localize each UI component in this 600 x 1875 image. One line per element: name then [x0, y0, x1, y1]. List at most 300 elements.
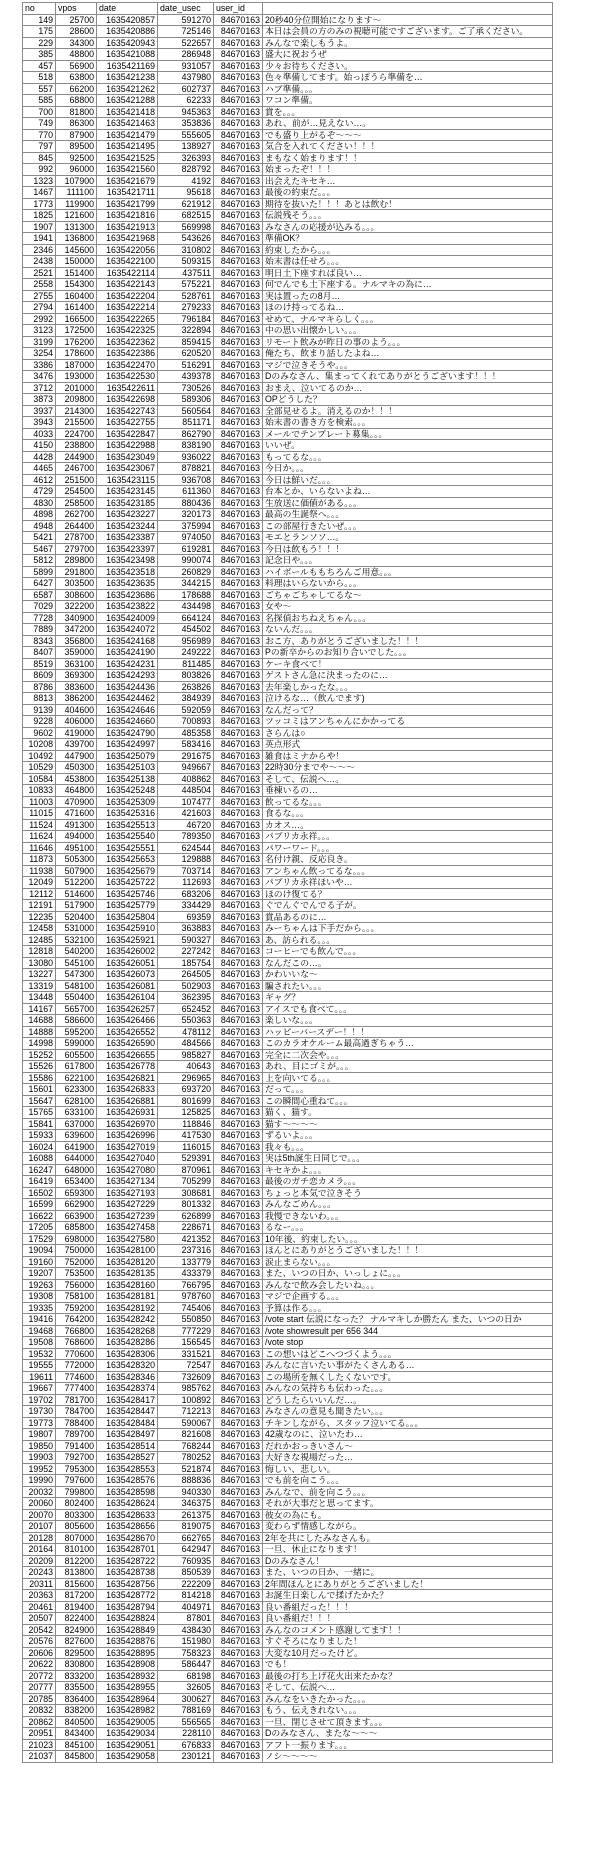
- table-row: [23, 1682, 553, 1694]
- cell-no: 14167: [23, 1003, 56, 1015]
- table-row: [23, 83, 553, 95]
- cell-vpos: 605500: [56, 1049, 97, 1061]
- table-header: [23, 3, 553, 15]
- cell-vpos: 843400: [56, 1728, 97, 1740]
- cell-date-usec: 46720: [158, 819, 214, 831]
- cell-user-id: 84670163: [214, 773, 263, 785]
- cell-vpos: 789700: [56, 1429, 97, 1441]
- table-row: [23, 831, 553, 843]
- table-row: [23, 900, 553, 912]
- cell-date: 1635422470: [97, 359, 158, 371]
- cell-comment: 最後の打ち上げ花火出来たかな？: [263, 1670, 553, 1682]
- cell-vpos: 653400: [56, 1176, 97, 1188]
- cell-vpos: 359000: [56, 647, 97, 659]
- cell-date: 1635421169: [97, 60, 158, 72]
- cell-user-id: 84670163: [214, 1739, 263, 1751]
- cell-comment: 飲ってるな。。。: [263, 796, 553, 808]
- cell-no: 16088: [23, 1153, 56, 1165]
- cell-no: 8407: [23, 647, 56, 659]
- cell-user-id: 84670163: [214, 1567, 263, 1579]
- cell-date-usec: 700893: [158, 716, 214, 728]
- cell-date: 1635424009: [97, 612, 158, 624]
- table-row: [23, 1199, 553, 1211]
- table-row: [23, 1624, 553, 1636]
- cell-no: 16419: [23, 1176, 56, 1188]
- cell-date: 1635428242: [97, 1314, 158, 1326]
- cell-no: 3943: [23, 417, 56, 429]
- table-row: [23, 1084, 553, 1096]
- cell-comment: ずるいよ。。。: [263, 1130, 553, 1142]
- cell-comment: マジで泣きそうや。。。: [263, 359, 553, 371]
- cell-user-id: 84670163: [214, 543, 263, 555]
- cell-user-id: 84670163: [214, 865, 263, 877]
- cell-date-usec: 308681: [158, 1187, 214, 1199]
- cell-vpos: 224700: [56, 428, 97, 440]
- cell-date-usec: 375994: [158, 520, 214, 532]
- cell-no: 19990: [23, 1475, 56, 1487]
- cell-date-usec: 693720: [158, 1084, 214, 1096]
- cell-date: 1635428908: [97, 1659, 158, 1671]
- cell-date-usec: 590067: [158, 1417, 214, 1429]
- cell-comment: 22時30分までや〜〜〜: [263, 762, 553, 774]
- cell-user-id: 84670163: [214, 1532, 263, 1544]
- cell-date-usec: 556565: [158, 1716, 214, 1728]
- table-row: [23, 49, 553, 61]
- cell-date-usec: 936708: [158, 474, 214, 486]
- table-row: [23, 819, 553, 831]
- cell-comment: 気合を入れてください！！！: [263, 141, 553, 153]
- cell-vpos: 833200: [56, 1670, 97, 1682]
- cell-vpos: 532100: [56, 934, 97, 946]
- cell-comment: /vote start 伝説になった？ ナルマキしか勝たん また、いつの日か: [263, 1314, 553, 1326]
- cell-date: 1635426552: [97, 1026, 158, 1038]
- cell-no: 19263: [23, 1279, 56, 1291]
- cell-vpos: 279700: [56, 543, 97, 555]
- cell-date-usec: 777229: [158, 1325, 214, 1337]
- cell-vpos: 107900: [56, 175, 97, 187]
- cell-vpos: 89500: [56, 141, 97, 153]
- cell-date: 1635422143: [97, 279, 158, 291]
- cell-comment: 料理はいらないから。。。: [263, 578, 553, 590]
- cell-vpos: 356800: [56, 635, 97, 647]
- table-row: [23, 681, 553, 693]
- cell-user-id: 84670163: [214, 1256, 263, 1268]
- cell-no: 557: [23, 83, 56, 95]
- cell-user-id: 84670163: [214, 428, 263, 440]
- cell-user-id: 84670163: [214, 1176, 263, 1188]
- cell-user-id: 84670163: [214, 1003, 263, 1015]
- cell-user-id: 84670163: [214, 60, 263, 72]
- cell-user-id: 84670163: [214, 95, 263, 107]
- table-row: [23, 1256, 553, 1268]
- cell-vpos: 768600: [56, 1337, 97, 1349]
- cell-comment: 去年楽しかったな。。。: [263, 681, 553, 693]
- cell-no: 11015: [23, 808, 56, 820]
- table-row: [23, 1463, 553, 1475]
- cell-date: 1635428346: [97, 1371, 158, 1383]
- table-row: [23, 1521, 553, 1533]
- cell-vpos: 512200: [56, 877, 97, 889]
- cell-comment: Pの新卒からのお知り合いでした。。。: [263, 647, 553, 659]
- cell-date: 1635428964: [97, 1693, 158, 1705]
- cell-comment: 10年後、約束したい。。。: [263, 1233, 553, 1245]
- cell-date: 1635428447: [97, 1406, 158, 1418]
- table-row: [23, 1279, 553, 1291]
- column-header-date-usec: date_usec: [158, 3, 214, 15]
- cell-date-usec: 745406: [158, 1302, 214, 1314]
- cell-vpos: 111100: [56, 187, 97, 199]
- cell-date: 1635423185: [97, 497, 158, 509]
- cell-user-id: 84670163: [214, 992, 263, 1004]
- cell-no: 15933: [23, 1130, 56, 1142]
- table-row: [23, 509, 553, 521]
- cell-date: 1635421418: [97, 106, 158, 118]
- cell-date-usec: 129888: [158, 854, 214, 866]
- cell-date-usec: 502903: [158, 980, 214, 992]
- table-row: [23, 1141, 553, 1153]
- cell-comment: この想いはどこへつづくよう。。。: [263, 1348, 553, 1360]
- cell-comment: モエとランソソ…。: [263, 532, 553, 544]
- cell-vpos: 663900: [56, 1210, 97, 1222]
- cell-date-usec: 850539: [158, 1567, 214, 1579]
- cell-date-usec: 768244: [158, 1440, 214, 1452]
- cell-vpos: 599000: [56, 1038, 97, 1050]
- cell-user-id: 84670163: [214, 796, 263, 808]
- cell-date: 1635424462: [97, 693, 158, 705]
- table-row: [23, 244, 553, 256]
- cell-date: 1635428286: [97, 1337, 158, 1349]
- cell-no: 12458: [23, 923, 56, 935]
- cell-user-id: 84670163: [214, 1670, 263, 1682]
- cell-vpos: 87900: [56, 129, 97, 141]
- cell-comment: 全部見せるよ。消えるのか！！！: [263, 405, 553, 417]
- cell-no: 12485: [23, 934, 56, 946]
- cell-vpos: 150000: [56, 256, 97, 268]
- cell-date-usec: 263826: [158, 681, 214, 693]
- cell-date-usec: 178688: [158, 589, 214, 601]
- cell-user-id: 84670163: [214, 417, 263, 429]
- cell-date-usec: 222209: [158, 1578, 214, 1590]
- cell-date: 1635428514: [97, 1440, 158, 1452]
- cell-date-usec: 851171: [158, 417, 214, 429]
- cell-user-id: 84670163: [214, 762, 263, 774]
- cell-no: 1941: [23, 233, 56, 245]
- cell-date: 1635426104: [97, 992, 158, 1004]
- cell-no: 19508: [23, 1337, 56, 1349]
- cell-vpos: 550400: [56, 992, 97, 1004]
- cell-user-id: 84670163: [214, 1383, 263, 1395]
- cell-no: 20951: [23, 1728, 56, 1740]
- cell-no: 14998: [23, 1038, 56, 1050]
- cell-user-id: 84670163: [214, 187, 263, 199]
- cell-no: 20832: [23, 1705, 56, 1717]
- cell-vpos: 151400: [56, 267, 97, 279]
- cell-no: 19667: [23, 1383, 56, 1395]
- cell-date: 1635427239: [97, 1210, 158, 1222]
- cell-no: 19335: [23, 1302, 56, 1314]
- cell-user-id: 84670163: [214, 1463, 263, 1475]
- cell-comment: 俺たち、飲まり話したよね…: [263, 348, 553, 360]
- cell-date: 1635428849: [97, 1624, 158, 1636]
- cell-vpos: 495100: [56, 842, 97, 854]
- cell-comment: /vote showresult per 656 344: [263, 1325, 553, 1337]
- cell-date: 1635426970: [97, 1118, 158, 1130]
- cell-user-id: 84670163: [214, 1084, 263, 1096]
- cell-comment: 雑食はミナからや！: [263, 750, 553, 762]
- cell-date: 1635423049: [97, 451, 158, 463]
- cell-vpos: 154300: [56, 279, 97, 291]
- cell-vpos: 774600: [56, 1371, 97, 1383]
- cell-date: 1635428738: [97, 1567, 158, 1579]
- cell-user-id: 84670163: [214, 681, 263, 693]
- cell-comment: 一旦、閉じさせて頂きます。。。: [263, 1716, 553, 1728]
- cell-user-id: 84670163: [214, 842, 263, 854]
- cell-date: 1635428876: [97, 1636, 158, 1648]
- cell-comment: アイスでも食べて。。。: [263, 1003, 553, 1015]
- cell-date-usec: 990074: [158, 555, 214, 567]
- column-header-date: date: [97, 3, 158, 15]
- cell-date-usec: 760935: [158, 1555, 214, 1567]
- table-row: [23, 233, 553, 245]
- cell-user-id: 84670163: [214, 520, 263, 532]
- cell-date-usec: 620520: [158, 348, 214, 360]
- table-row: [23, 1348, 553, 1360]
- cell-no: 15252: [23, 1049, 56, 1061]
- cell-comment: みんなに言いたい事がたくさんある…: [263, 1360, 553, 1372]
- cell-no: 13448: [23, 992, 56, 1004]
- cell-no: 16622: [23, 1210, 56, 1222]
- table-row: [23, 394, 553, 406]
- cell-date: 1635423822: [97, 601, 158, 613]
- cell-no: 1467: [23, 187, 56, 199]
- cell-vpos: 92500: [56, 152, 97, 164]
- cell-date: 1635426257: [97, 1003, 158, 1015]
- cell-user-id: 84670163: [214, 106, 263, 118]
- cell-comment: かわいいな〜: [263, 969, 553, 981]
- cell-user-id: 84670163: [214, 141, 263, 153]
- cell-vpos: 96000: [56, 164, 97, 176]
- cell-date: 1635424997: [97, 739, 158, 751]
- cell-no: 6587: [23, 589, 56, 601]
- cell-date: 1635423518: [97, 566, 158, 578]
- cell-date-usec: 384939: [158, 693, 214, 705]
- cell-date-usec: 591270: [158, 14, 214, 26]
- cell-comment: 最後のガチ恋カメラ。。。: [263, 1176, 553, 1188]
- cell-date-usec: 4192: [158, 175, 214, 187]
- cell-comment: Dのみなさん！: [263, 1555, 553, 1567]
- table-row: [23, 1061, 553, 1073]
- cell-comment: 垂棟いるの…: [263, 785, 553, 797]
- cell-date: 1635428656: [97, 1521, 158, 1533]
- cell-no: 4729: [23, 486, 56, 498]
- cell-comment: この部屋行きたいぜ。。。: [263, 520, 553, 532]
- cell-no: 20070: [23, 1509, 56, 1521]
- cell-no: 20164: [23, 1544, 56, 1556]
- cell-date-usec: 434498: [158, 601, 214, 613]
- cell-no: 19468: [23, 1325, 56, 1337]
- cell-date: 1635423397: [97, 543, 158, 555]
- cell-comment: みなさんの意見も聞きたい。。。: [263, 1406, 553, 1418]
- cell-vpos: 662900: [56, 1199, 97, 1211]
- cell-user-id: 84670163: [214, 1015, 263, 1027]
- cell-comment: 本日は会員の方のみの視聴可能ですございます。ご了承ください。: [263, 26, 553, 38]
- cell-user-id: 84670163: [214, 566, 263, 578]
- cell-vpos: 303500: [56, 578, 97, 590]
- cell-date-usec: 116015: [158, 1141, 214, 1153]
- cell-comment: 我々も。。。: [263, 1141, 553, 1153]
- table-row: [23, 1268, 553, 1280]
- cell-date-usec: 985827: [158, 1049, 214, 1061]
- cell-vpos: 698000: [56, 1233, 97, 1245]
- cell-user-id: 84670163: [214, 1233, 263, 1245]
- cell-date-usec: 230121: [158, 1751, 214, 1763]
- table-row: [23, 1291, 553, 1303]
- cell-vpos: 824900: [56, 1624, 97, 1636]
- cell-user-id: 84670163: [214, 1475, 263, 1487]
- cell-comment: OPどうした？: [263, 394, 553, 406]
- cell-no: 10529: [23, 762, 56, 774]
- table-row: [23, 1222, 553, 1234]
- table-row: [23, 72, 553, 84]
- table-row: [23, 474, 553, 486]
- cell-comment: あ、訪られる。。。: [263, 934, 553, 946]
- cell-date: 1635421262: [97, 83, 158, 95]
- cell-comment: そして、伝説へ…。: [263, 773, 553, 785]
- cell-vpos: 759200: [56, 1302, 97, 1314]
- cell-date-usec: 978760: [158, 1291, 214, 1303]
- cell-date: 1635428306: [97, 1348, 158, 1360]
- cell-no: 19807: [23, 1429, 56, 1441]
- cell-no: 4830: [23, 497, 56, 509]
- cell-comment: 始末書の書き方を検索。。。: [263, 417, 553, 429]
- cell-vpos: 586600: [56, 1015, 97, 1027]
- table-row: [23, 1670, 553, 1682]
- cell-user-id: 84670163: [214, 1291, 263, 1303]
- cell-date-usec: 279233: [158, 302, 214, 314]
- cell-date-usec: 602737: [158, 83, 214, 95]
- cell-user-id: 84670163: [214, 164, 263, 176]
- table-row: [23, 152, 553, 164]
- table-row: [23, 647, 553, 659]
- table-row: [23, 1118, 553, 1130]
- cell-comment: マジで企画する。。。: [263, 1291, 553, 1303]
- cell-date-usec: 264505: [158, 969, 214, 981]
- cell-no: 19773: [23, 1417, 56, 1429]
- table-row: [23, 1210, 553, 1222]
- cell-no: 175: [23, 26, 56, 38]
- cell-date-usec: 454502: [158, 624, 214, 636]
- table-row: [23, 1107, 553, 1119]
- cell-vpos: 788400: [56, 1417, 97, 1429]
- cell-date: 1635428268: [97, 1325, 158, 1337]
- cell-vpos: 470900: [56, 796, 97, 808]
- table-row: [23, 417, 553, 429]
- cell-comment: Dのみなさん、またな〜〜〜: [263, 1728, 553, 1740]
- cell-date-usec: 870961: [158, 1164, 214, 1176]
- table-row: [23, 486, 553, 498]
- cell-user-id: 84670163: [214, 969, 263, 981]
- table-row: [23, 497, 553, 509]
- cell-date: 1635426073: [97, 969, 158, 981]
- cell-vpos: 160400: [56, 290, 97, 302]
- cell-no: 3123: [23, 325, 56, 337]
- table-row: [23, 95, 553, 107]
- cell-date-usec: 261375: [158, 1509, 214, 1521]
- cell-vpos: 637000: [56, 1118, 97, 1130]
- table-row: [23, 716, 553, 728]
- cell-date: 1635423227: [97, 509, 158, 521]
- cell-date-usec: 421352: [158, 1233, 214, 1245]
- cell-date: 1635422847: [97, 428, 158, 440]
- cell-vpos: 63800: [56, 72, 97, 84]
- cell-comment: 記念日や。。。: [263, 555, 553, 567]
- cell-comment: ないんだ。。。: [263, 624, 553, 636]
- table-row: [23, 1716, 553, 1728]
- cell-user-id: 84670163: [214, 532, 263, 544]
- cell-date: 1635428181: [97, 1291, 158, 1303]
- table-row: [23, 1509, 553, 1521]
- cell-date: 1635428955: [97, 1682, 158, 1694]
- cell-no: 749: [23, 118, 56, 130]
- cell-vpos: 565700: [56, 1003, 97, 1015]
- cell-date-usec: 185754: [158, 957, 214, 969]
- cell-date: 1635428670: [97, 1532, 158, 1544]
- table-row: [23, 348, 553, 360]
- cell-no: 12112: [23, 888, 56, 900]
- cell-no: 15586: [23, 1072, 56, 1084]
- table-body: [23, 14, 553, 1762]
- cell-user-id: 84670163: [214, 1314, 263, 1326]
- cell-date-usec: 949667: [158, 762, 214, 774]
- table-row: [23, 750, 553, 762]
- cell-comment: 楽しいな。。。: [263, 1015, 553, 1027]
- cell-comment: ケーキ食べて！: [263, 658, 553, 670]
- cell-date-usec: 766795: [158, 1279, 214, 1291]
- cell-vpos: 531000: [56, 923, 97, 935]
- cell-comment: /vote stop: [263, 1337, 553, 1349]
- cell-date-usec: 936022: [158, 451, 214, 463]
- cell-date: 1635421525: [97, 152, 158, 164]
- cell-date-usec: 522657: [158, 37, 214, 49]
- cell-comment: 猫く、猫す。: [263, 1107, 553, 1119]
- cell-date-usec: 516291: [158, 359, 214, 371]
- cell-date-usec: 801699: [158, 1095, 214, 1107]
- cell-date: 1635421288: [97, 95, 158, 107]
- cell-date: 1635429051: [97, 1739, 158, 1751]
- cell-date: 1635428120: [97, 1256, 158, 1268]
- cell-no: 20622: [23, 1659, 56, 1671]
- cell-user-id: 84670163: [214, 118, 263, 130]
- cell-comment: ぐでんぐでんでる子が。: [263, 900, 553, 912]
- cell-no: 11646: [23, 842, 56, 854]
- cell-vpos: 262700: [56, 509, 97, 521]
- cell-comment: 一旦、休止になります！: [263, 1544, 553, 1556]
- table-row: [23, 1728, 553, 1740]
- cell-comment: みんなで、前を向こう。。。: [263, 1486, 553, 1498]
- cell-user-id: 84670163: [214, 1578, 263, 1590]
- cell-date: 1635429005: [97, 1716, 158, 1728]
- table-row: [23, 1636, 553, 1648]
- cell-no: 19952: [23, 1463, 56, 1475]
- cell-vpos: 25700: [56, 14, 97, 26]
- cell-date-usec: 642947: [158, 1544, 214, 1556]
- cell-no: 21023: [23, 1739, 56, 1751]
- table-row: [23, 1406, 553, 1418]
- cell-date: 1635428794: [97, 1601, 158, 1613]
- cell-comment: チキンしながら、スタッフ泣いてる。。。: [263, 1417, 553, 1429]
- cell-date-usec: 437980: [158, 72, 214, 84]
- cell-comment: 実は置ったの8月…: [263, 290, 553, 302]
